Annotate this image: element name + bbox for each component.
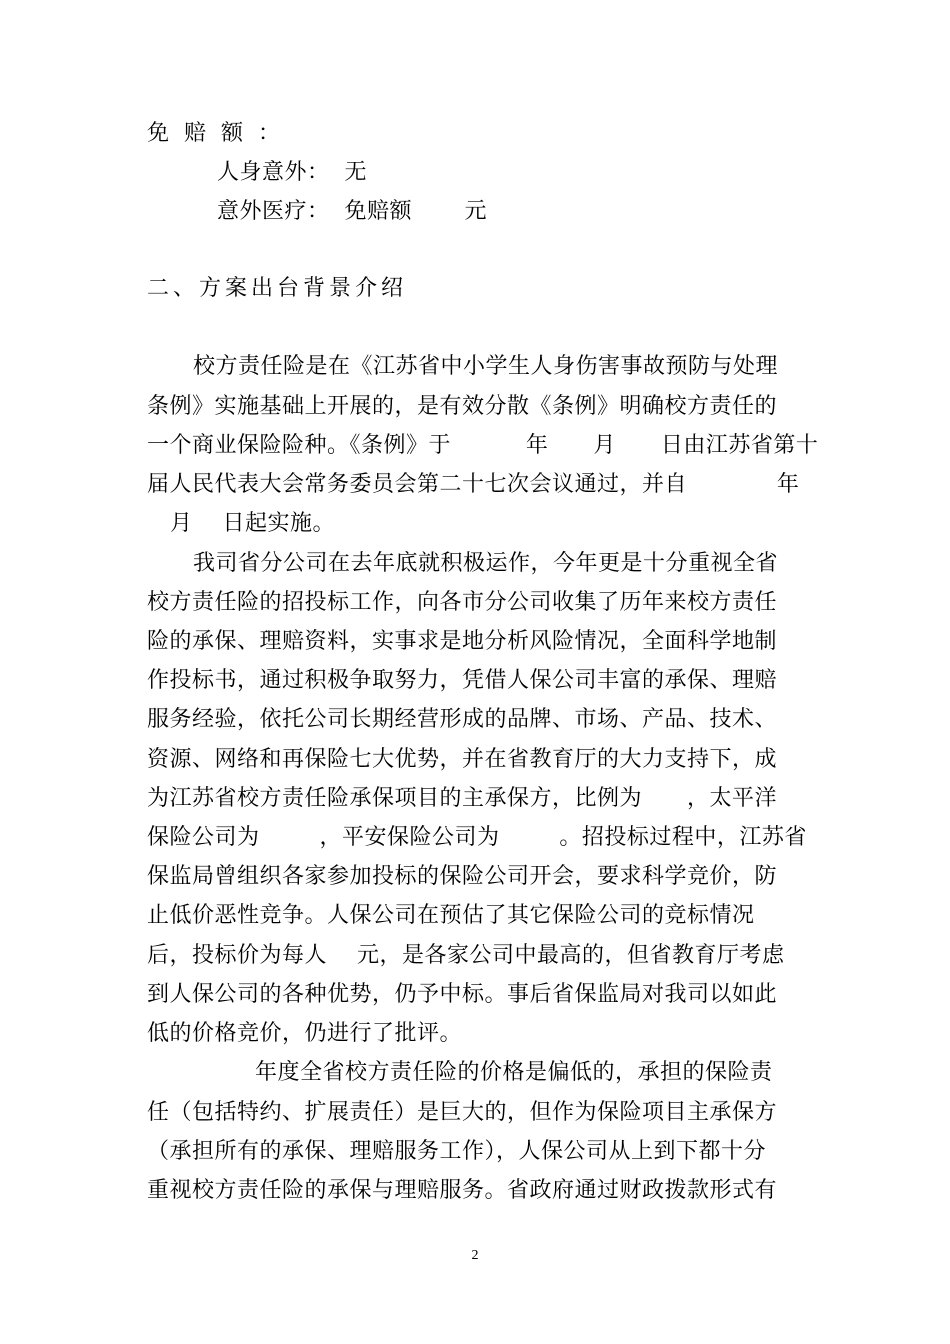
paragraph-line: 作投标书，通过积极争取努力，凭借人保公司丰富的承保、理赔: [147, 668, 778, 693]
paragraph-line: 止低价恶性竞争。人保公司在预估了其它保险公司的竞标情况: [147, 903, 755, 928]
paragraph-line: 险的承保、理赔资料，实事求是地分析风险情况，全面科学地制: [147, 629, 778, 654]
deductible-accident-medical: 意外医疗： 免赔额 元: [217, 199, 487, 224]
paragraph-line: 资源、网络和再保险七大优势，并在省教育厅的大力支持下，成: [147, 747, 778, 772]
paragraph-line: 为江苏省校方责任险承保项目的主承保方，比例为 ，太平洋: [147, 786, 777, 811]
paragraph-line: 校方责任险是在《江苏省中小学生人身伤害事故预防与处理: [193, 354, 779, 379]
paragraph-line: 一个商业保险险种。《条例》于 年 月 日由江苏省第十: [147, 433, 819, 458]
paragraph-line: 保监局曾组织各家参加投标的保险公司开会，要求科学竞价，防: [147, 864, 778, 889]
paragraph-line: 到人保公司的各种优势，仍予中标。事后省保监局对我司以如此: [147, 982, 778, 1007]
paragraph-line: 保险公司为 ，平安保险公司为 。招投标过程中，江苏省: [147, 825, 807, 850]
section-title: 二、方案出台背景介绍: [147, 276, 408, 301]
paragraph-line: （承担所有的承保、理赔服务工作），人保公司从上到下都十分: [147, 1139, 767, 1164]
deductible-personal-accident: 人身意外： 无: [217, 160, 367, 185]
paragraph-line: 重视校方责任险的承保与理赔服务。省政府通过财政拨款形式有: [147, 1178, 778, 1203]
paragraph-line: 年度全省校方责任险的价格是偏低的，承担的保险责: [255, 1060, 773, 1085]
deductible-heading: 免 赔 额 ：: [147, 121, 284, 146]
paragraph-line: 届人民代表大会常务委员会第二十七次会议通过，并自 年: [147, 472, 800, 497]
paragraph-line: 低的价格竞价，仍进行了批评。: [147, 1021, 463, 1046]
paragraph-line: 我司省分公司在去年底就积极运作，今年更是十分重视全省: [193, 551, 779, 576]
paragraph-line: 后，投标价为每人 元，是各家公司中最高的，但省教育厅考虑: [147, 943, 785, 968]
paragraph-line: 条例》实施基础上开展的，是有效分散《条例》明确校方责任的: [147, 394, 778, 419]
paragraph-line: 校方责任险的招投标工作，向各市分公司收集了历年来校方责任: [147, 590, 778, 615]
paragraph-line: 服务经验，依托公司长期经营形成的品牌、市场、产品、技术、: [147, 707, 778, 732]
paragraph-line: 月 日起实施。: [170, 511, 335, 536]
paragraph-line: 任（包括特约、扩展责任）是巨大的，但作为保险项目主承保方: [147, 1100, 778, 1125]
page-number: 2: [471, 1248, 479, 1263]
